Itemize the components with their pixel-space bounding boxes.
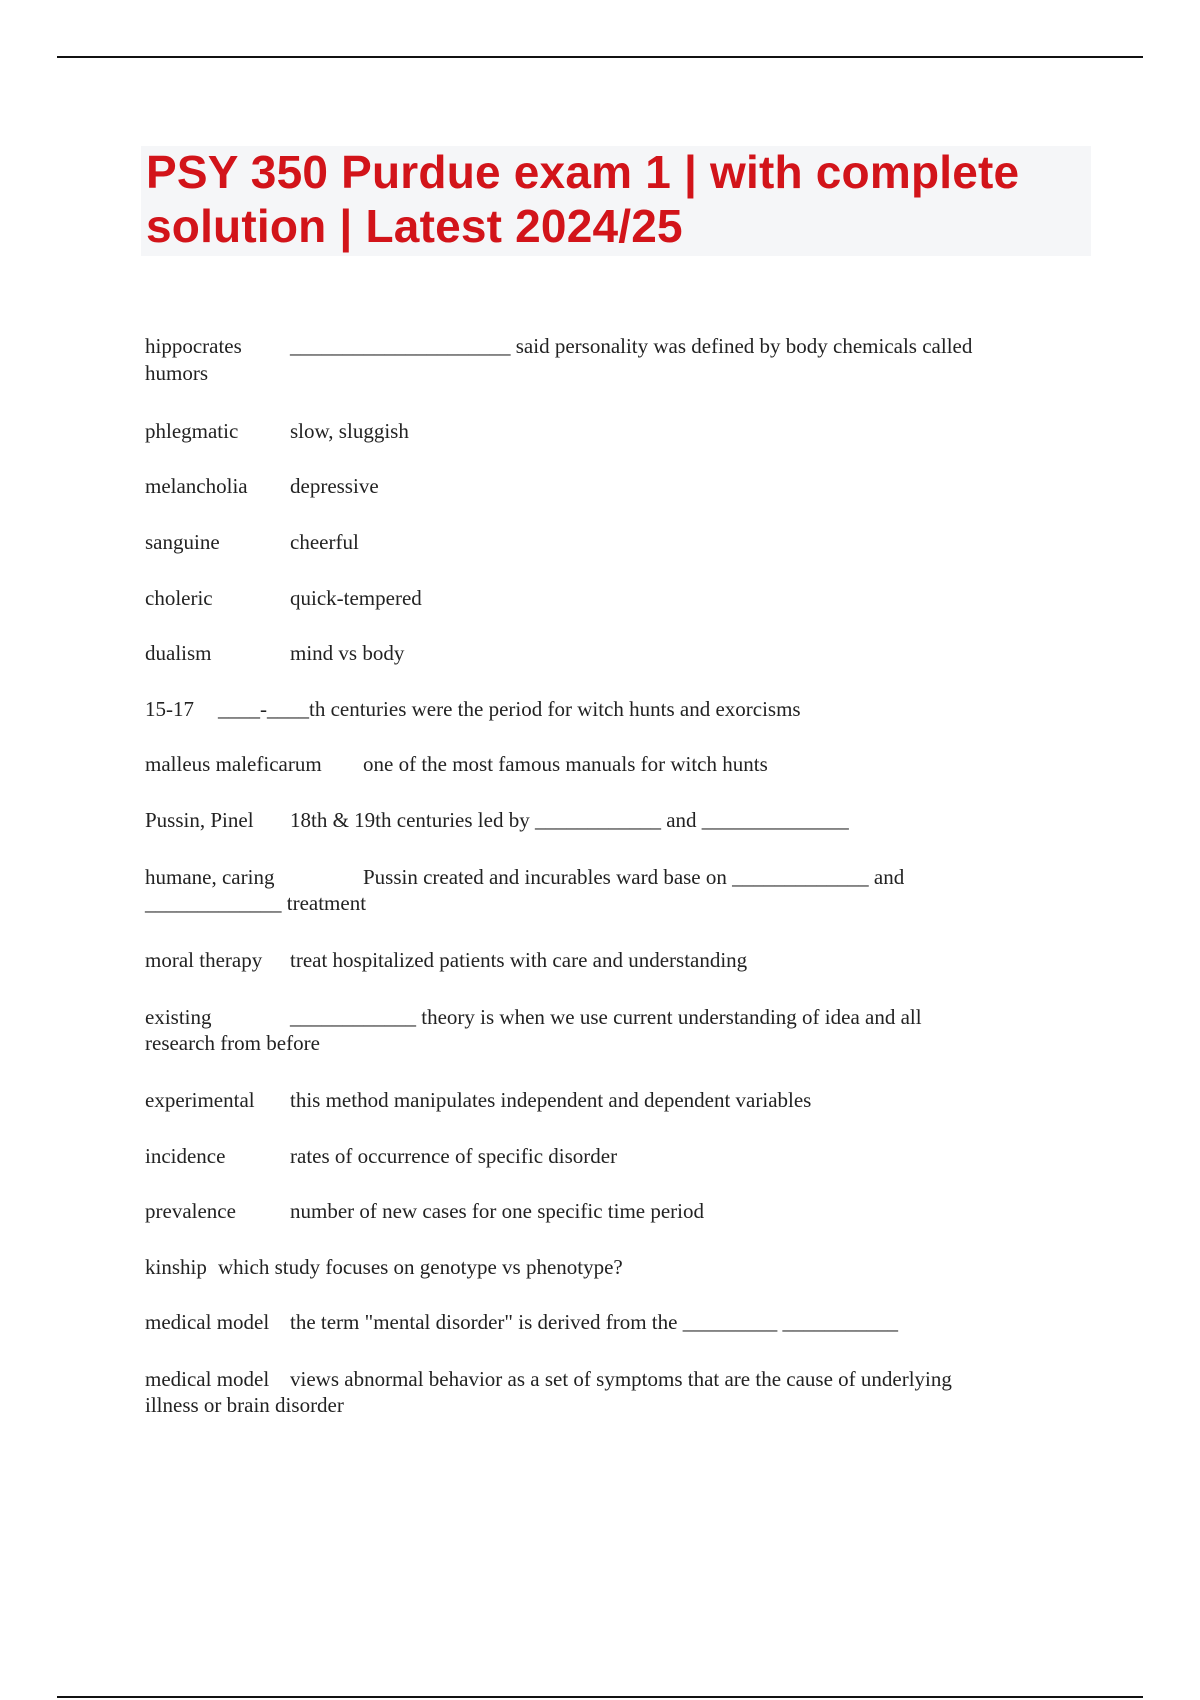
qa-definition: one of the most famous manuals for witch hunts xyxy=(363,752,768,776)
qa-term: kinship xyxy=(145,1255,207,1279)
qa-term: hippocrates xyxy=(145,334,242,358)
qa-item xyxy=(145,807,1065,833)
qa-definition: cheerful xyxy=(290,530,359,554)
top-rule xyxy=(57,56,1143,58)
qa-term: humane, caring xyxy=(145,865,275,889)
qa-term: moral therapy xyxy=(145,948,263,972)
qa-item xyxy=(145,864,1065,890)
qa-continuation xyxy=(145,890,1065,916)
qa-definition: ____________ theory is when we use current understanding of idea and all xyxy=(290,1005,922,1029)
qa-term: incidence xyxy=(145,1144,226,1168)
qa-definition: quick-tempered xyxy=(290,586,422,610)
qa-definition: views abnormal behavior as a set of symptoms that are the cause of underlying xyxy=(290,1367,952,1391)
qa-definition: rates of occurrence of specific disorder xyxy=(290,1144,618,1168)
qa-continuation xyxy=(145,1030,1065,1056)
qa-definition: which study focuses on genotype vs phenotype? xyxy=(218,1255,623,1279)
qa-item xyxy=(145,418,1065,444)
qa-term: medical model xyxy=(145,1310,270,1334)
qa-term: malleus maleficarum xyxy=(145,752,322,776)
qa-item xyxy=(145,1366,1065,1392)
qa-definition-continued: _____________ treatment xyxy=(145,891,367,915)
qa-definition: treat hospitalized patients with care and understanding xyxy=(290,948,748,972)
qa-item xyxy=(145,1143,1065,1169)
qa-item xyxy=(145,1087,1065,1113)
qa-term: choleric xyxy=(145,586,213,610)
qa-definition: mind vs body xyxy=(290,641,405,665)
qa-term: prevalence xyxy=(145,1199,236,1223)
qa-definition: number of new cases for one specific time period xyxy=(290,1199,705,1223)
qa-item xyxy=(145,1004,1065,1030)
qa-item xyxy=(145,696,1065,722)
qa-term: sanguine xyxy=(145,530,220,554)
qa-definition: the term "mental disorder" is derived from the _________ ___________ xyxy=(290,1310,898,1334)
qa-definition: _____________________ said personality was defined by body chemicals called xyxy=(290,334,973,358)
qa-term: dualism xyxy=(145,641,212,665)
qa-definition-continued: research from before xyxy=(145,1031,320,1055)
qa-item xyxy=(145,947,1065,973)
qa-item xyxy=(145,1254,1065,1280)
qa-term: phlegmatic xyxy=(145,419,239,443)
qa-term: Pussin, Pinel xyxy=(145,808,254,832)
qa-item xyxy=(145,333,1065,359)
qa-definition: 18th & 19th centuries led by ____________ and ______________ xyxy=(290,808,849,832)
qa-term: existing xyxy=(145,1005,212,1029)
qa-item xyxy=(145,473,1065,499)
qa-term: medical model xyxy=(145,1367,270,1391)
qa-item xyxy=(145,751,1065,777)
qa-definition: depressive xyxy=(290,474,379,498)
qa-item xyxy=(145,640,1065,666)
qa-item xyxy=(145,585,1065,611)
qa-definition: Pussin created and incurables ward base on _____________ and xyxy=(363,865,905,889)
qa-definition-continued: illness or brain disorder xyxy=(145,1393,344,1417)
document-title: PSY 350 Purdue exam 1 | with complete solution | Latest 2024/25 xyxy=(146,146,1020,252)
qa-item xyxy=(145,1309,1065,1335)
qa-term: experimental xyxy=(145,1088,255,1112)
qa-definition: ____-____th centuries were the period for witch hunts and exorcisms xyxy=(218,697,801,721)
qa-definition: this method manipulates independent and dependent variables xyxy=(290,1088,812,1112)
qa-definition-continued: humors xyxy=(145,361,208,385)
qa-term: melancholia xyxy=(145,474,248,498)
qa-definition: slow, sluggish xyxy=(290,419,409,443)
bottom-rule xyxy=(57,1696,1143,1698)
qa-term: 15-17 xyxy=(145,697,194,721)
qa-item xyxy=(145,529,1065,555)
qa-continuation xyxy=(145,1392,1065,1418)
qa-item xyxy=(145,1198,1065,1224)
qa-continuation xyxy=(145,360,1065,386)
